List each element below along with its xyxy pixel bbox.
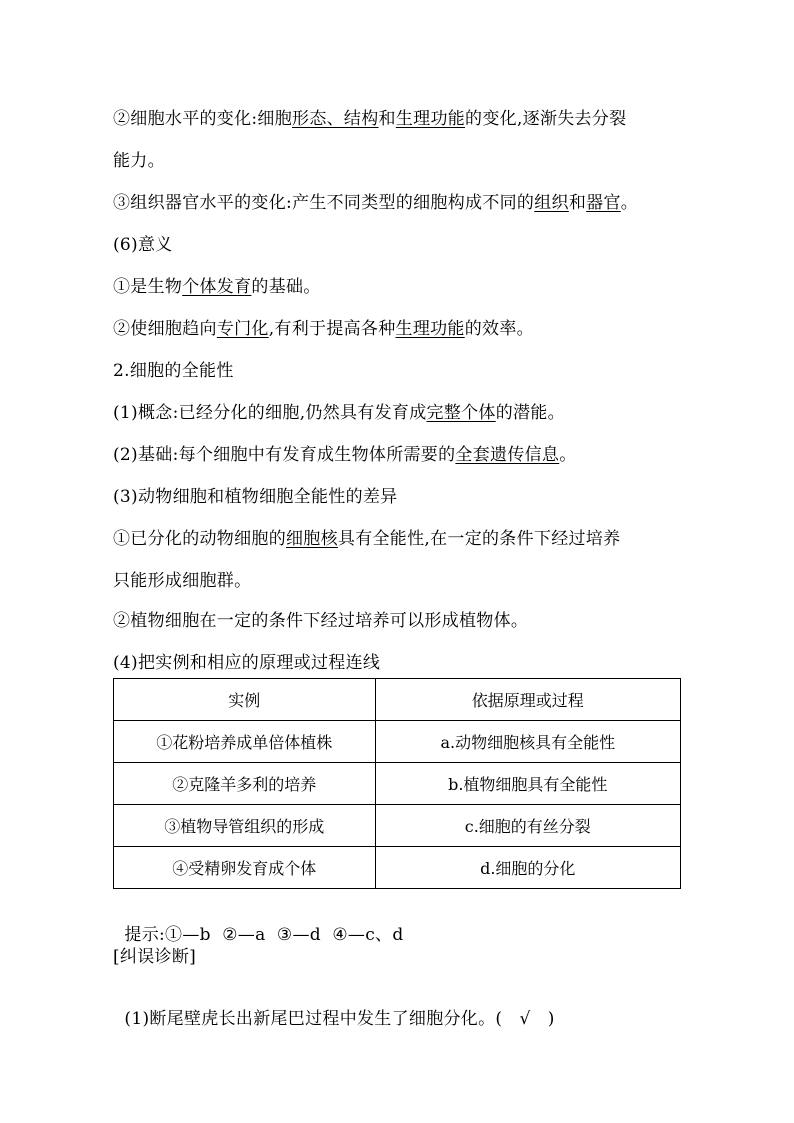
line-1 (113, 104, 626, 129)
text: 。 (559, 445, 577, 465)
text: 。 (620, 193, 639, 213)
text: 的变化,逐渐失去分裂 (465, 109, 627, 129)
underlined-answer: 器官 (586, 193, 621, 213)
text: (1)概念:已经分化的细胞,仍然具有发育成 (113, 403, 427, 423)
table-header: 实例 (114, 679, 376, 721)
line-10 (113, 482, 397, 507)
section-label (113, 942, 196, 967)
text: ,有利于提高各种 (268, 319, 396, 339)
table-header: 依据原理或过程 (375, 679, 680, 721)
table-cell: b.植物细胞具有全能性 (375, 763, 680, 805)
table-cell: ②克隆羊多利的培养 (114, 763, 376, 805)
table-cell: c.细胞的有丝分裂 (375, 805, 680, 847)
heading: (3)动物细胞和植物细胞全能性的差异 (113, 487, 398, 507)
table-header-row (114, 679, 681, 721)
text: 能力。 (113, 151, 165, 171)
line-14 (113, 648, 380, 673)
underlined-answer: 形态、结构 (292, 109, 379, 129)
underlined-answer: 生理功能 (395, 109, 466, 129)
table-cell: a.动物细胞核具有全能性 (375, 721, 680, 763)
line-4 (113, 230, 173, 255)
table-cell: ①花粉培养成单倍体植株 (114, 721, 376, 763)
hint-line (113, 900, 404, 945)
text: 的基础。 (251, 277, 321, 297)
text: 的效率。 (464, 319, 534, 339)
table-row (114, 805, 681, 847)
text: 和 (568, 193, 587, 213)
line-7 (113, 356, 234, 381)
underlined-answer: 全套遗传信息 (455, 445, 560, 465)
text: 具有全能性,在一定的条件下经过培养 (337, 529, 621, 549)
table-cell: d.细胞的分化 (375, 847, 680, 889)
question-text: (1)断尾壁虎长出新尾巴过程中发生了细胞分化。( √ ) (124, 1009, 555, 1029)
table-row (114, 763, 681, 805)
text: 和 (378, 109, 396, 129)
text: 的潜能。 (495, 403, 565, 423)
underlined-answer: 细胞核 (286, 529, 338, 549)
heading: (4)把实例和相应的原理或过程连线 (113, 653, 381, 673)
text: ③组织器官水平的变化:产生不同类型的细胞构成不同的 (113, 193, 535, 213)
line-12 (113, 566, 251, 591)
text: ②植物细胞在一定的条件下经过培养可以形成植物体。 (113, 611, 529, 631)
heading: 2.细胞的全能性 (113, 361, 234, 381)
table-row (114, 847, 681, 889)
question-line (113, 984, 555, 1029)
table-row (114, 721, 681, 763)
text: ①是生物 (113, 277, 183, 297)
underlined-answer: 组织 (534, 193, 569, 213)
text: ②细胞水平的变化:细胞 (113, 109, 293, 129)
line-13 (113, 606, 528, 631)
table-cell: ④受精卵发育成个体 (114, 847, 376, 889)
line-9 (113, 440, 577, 465)
text: 只能形成细胞群。 (113, 571, 252, 591)
underlined-answer: 生理功能 (395, 319, 465, 339)
line-2 (113, 146, 165, 171)
line-11 (113, 524, 620, 549)
hint-text: 提示:①—b ②—a ③—d ④—c、d (124, 925, 404, 945)
underlined-answer: 专门化 (216, 319, 269, 339)
text: ①已分化的动物细胞的 (113, 529, 286, 549)
line-6 (113, 314, 534, 339)
line-5 (113, 272, 321, 297)
text: ②使细胞趋向 (113, 319, 217, 339)
matching-table (113, 678, 681, 889)
table-cell: ③植物导管组织的形成 (114, 805, 376, 847)
underlined-answer: 个体发育 (182, 277, 252, 297)
underlined-answer: 完整个体 (426, 403, 496, 423)
text: (2)基础:每个细胞中有发育成生物体所需要的 (113, 445, 456, 465)
heading: (6)意义 (113, 235, 173, 255)
line-3 (113, 188, 638, 213)
section-title: [纠误诊断] (113, 947, 197, 967)
line-8 (113, 398, 565, 423)
